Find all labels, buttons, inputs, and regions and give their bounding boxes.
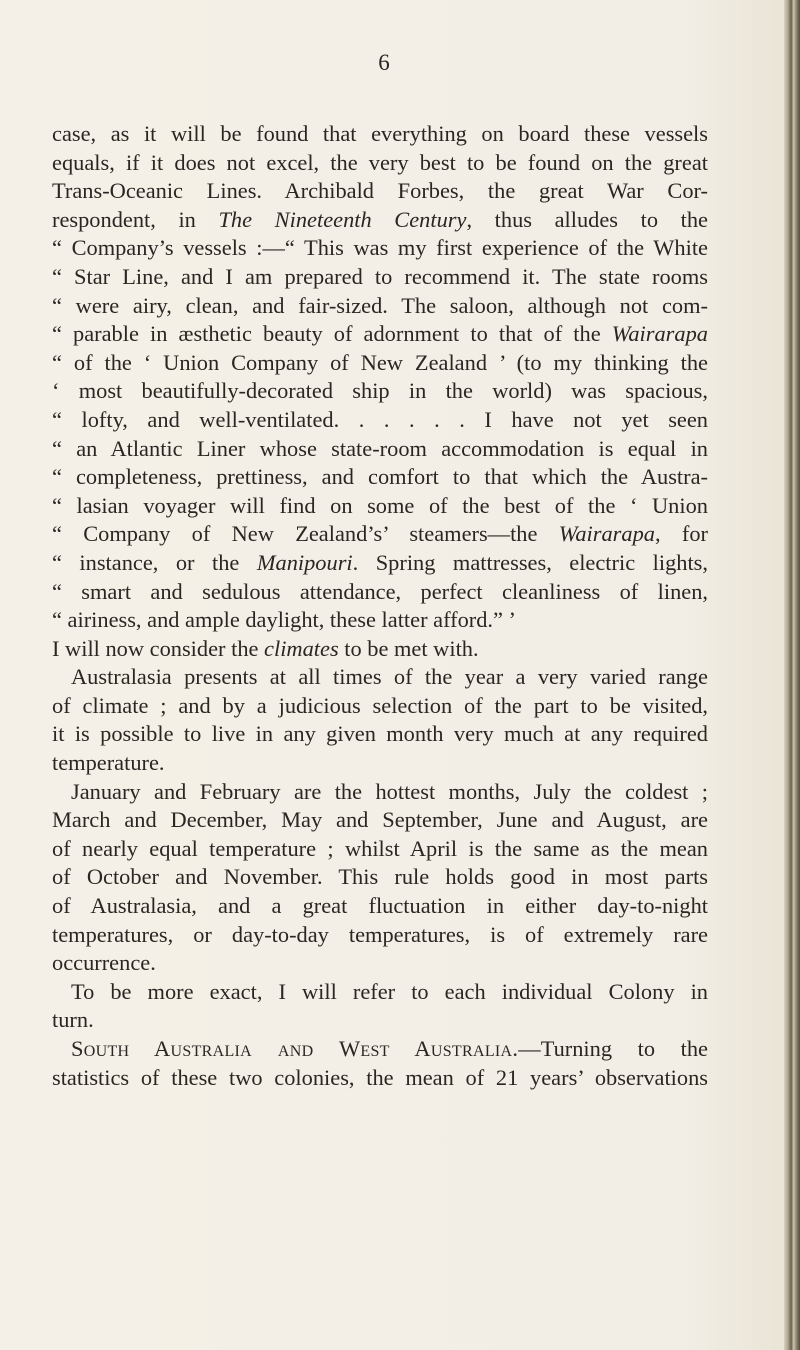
text-line: of nearly equal temperature ; whilst April is the same as the mean	[52, 835, 708, 861]
text-line: I will now consider the climates to be met with.	[52, 635, 479, 661]
text-line: “ an Atlantic Liner whose state-room accommodation is equal in	[52, 435, 708, 461]
text-line: January and February are the hottest months, July the coldest ;	[71, 778, 708, 804]
italic-title: climates	[264, 635, 339, 661]
text-line: “ lofty, and well-ventilated. . . . . . I have not yet seen	[52, 406, 708, 432]
text-line: “ completeness, prettiness, and comfort to that which the Austra-	[52, 464, 708, 490]
text-line: case, as it will be found that everything on board these vessels	[52, 121, 708, 146]
italic-title: Wairarapa	[611, 321, 708, 347]
text-line: To be more exact, I will refer to each individual Colony in	[71, 978, 708, 1004]
text-line: “ Company of New Zealand’s’ steamers—the Wairarapa, for	[52, 521, 708, 547]
text-line: temperature.	[52, 750, 165, 776]
text-line: “ Company’s vessels :—“ This was my first experience of the White	[52, 235, 708, 261]
text-line: “ airiness, and ample daylight, these latter afford.” ’	[52, 607, 517, 633]
text-line: March and December, May and September, June and August, are	[52, 807, 708, 833]
text-line: “ instance, or the Manipouri. Spring mattresses, electric lights,	[52, 549, 708, 575]
paragraph	[52, 663, 708, 777]
text-line: “ parable in æsthetic beauty of adornment to that of the Wairarapa	[52, 321, 708, 347]
text-line: of October and November. This rule holds good in most parts	[52, 864, 708, 890]
text-line: “ of the ‘ Union Company of New Zealand ’ (to my thinking the	[52, 349, 708, 375]
text-line: respondent, in The Nineteenth Century, thus alludes to the	[52, 206, 708, 232]
text-line: ‘ most beautifully-decorated ship in the world) was spacious,	[52, 378, 708, 404]
text-line: “ were airy, clean, and fair-sized. The saloon, although not com-	[52, 292, 708, 318]
text-line: “ smart and sedulous attendance, perfect cleanliness of linen,	[52, 578, 708, 604]
paragraph	[52, 120, 708, 635]
paragraph	[52, 1035, 708, 1092]
italic-title: The Nineteenth Century	[218, 206, 467, 232]
text-line: of Australasia, and a great fluctuation in either day-to-night	[52, 893, 708, 919]
section-heading: South Australia and West Australia.	[71, 1036, 519, 1061]
page-edge-shadow	[784, 0, 800, 1350]
text-line: Trans-Oceanic Lines. Archibald Forbes, the great War Cor-	[52, 178, 708, 204]
text-line: it is possible to live in any given month very much at any required	[52, 721, 708, 747]
text-line: Australasia presents at all times of the year a very varied range	[71, 664, 708, 690]
italic-title: Wairarapa	[558, 521, 655, 547]
text-line: of climate ; and by a judicious selection of the part to be visited,	[52, 692, 708, 718]
paragraph	[52, 635, 708, 664]
italic-title: Manipouri	[256, 549, 353, 575]
text-line: occurrence.	[52, 950, 156, 976]
text-line: temperatures, or day-to-day temperatures, is of extremely rare	[52, 921, 708, 947]
body-text	[52, 120, 708, 1092]
text-line: statistics of these two colonies, the mean of 21 years’ observations	[52, 1064, 708, 1090]
text-line: “ Star Line, and I am prepared to recommend it. The state rooms	[52, 263, 708, 289]
text-line: turn.	[52, 1007, 94, 1033]
page-number: 6	[378, 50, 390, 75]
text-line: South Australia and West Australia.—Turning to the	[71, 1036, 708, 1061]
paragraph	[52, 978, 708, 1035]
paragraph	[52, 778, 708, 978]
text-line: “ lasian voyager will find on some of the best of the ‘ Union	[52, 492, 708, 518]
text-line: equals, if it does not excel, the very best to be found on the great	[52, 149, 708, 175]
